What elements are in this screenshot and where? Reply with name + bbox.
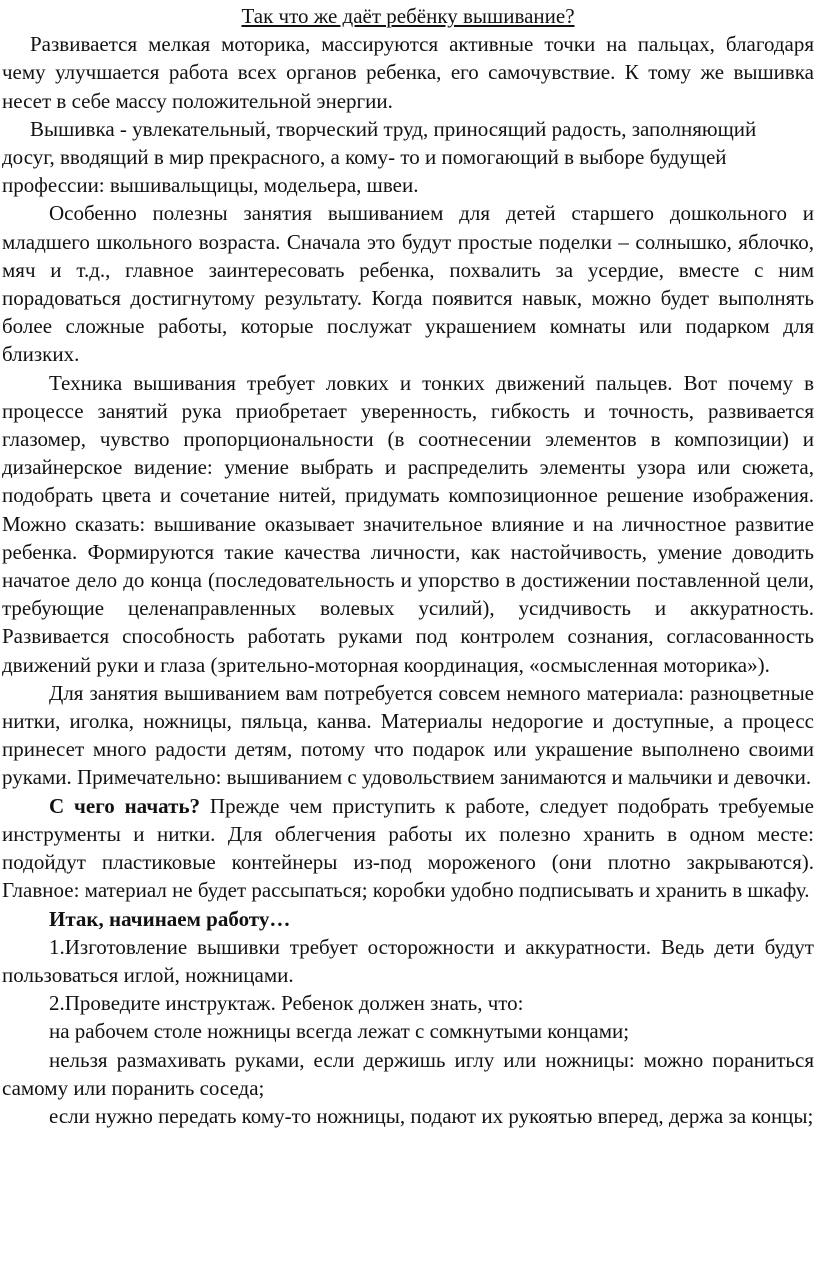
how-to-start-lead: С чего начать? [49, 793, 201, 818]
how-to-start-text: Прежде чем приступить к работе, следует подобрать требуемые инструменты и нитки. Для облегчения работы их полезно хранить в одном месте: подойдут пластиковые контейнеры из-под мороженого (они плотно закрываются). Главное: материал не будет рассыпаться; коробки удобно подписывать и хранить в шкафу. [2, 793, 814, 903]
paragraph-materials: Для занятия вышиванием вам потребуется совсем немного материала: разноцветные нитки, иголка, ножницы, пяльца, канва. Материалы недорогие и доступные, а процесс принесет много радости детям, потому что подарок или украшение выполнено своими руками. Примечательно: вышиванием с удовольствием занимаются и мальчики и девочки. [2, 680, 814, 790]
section-heading-start-work: Итак, начинаем работу… [49, 906, 291, 931]
paragraph-how-to-start [2, 792, 814, 905]
rule-pass-scissors: если нужно передать кому-то ножницы, подают их рукоятью вперед, держа за концы; [49, 1103, 814, 1128]
list-item-caution: 1.Изготовление вышивки требует осторожности и аккуратности. Ведь дети будут пользоваться иглой, ножницами. [2, 934, 814, 987]
list-item-briefing: 2.Проведите инструктаж. Ребенок должен знать, что: [49, 991, 524, 1016]
paragraph-embroidery-work: Вышивка - увлекательный, творческий труд, приносящий радость, заполняющий досуг, вводящий в мир прекрасного, а кому- то и помогающий в выборе будущей профессии: вышивальщицы, модельера, швеи. [2, 116, 757, 198]
paragraph-technique: Техника вышивания требует ловких и тонких движений пальцев. Вот почему в процессе занятий рука приобретает уверенность, гибкость и точность, развивается глазомер, чувство пропорциональности (в соотнесении элементов в композиции) и дизайнерское видение: умение выбрать и распределить элементы узора или сюжета, подобрать цвета и сочетание нитей, придумать композиционное решение изображения. Можно сказать: вышивание оказывает значительное влияние и на личностное развитие ребенка. Формируются такие качества личности, как настойчивость, умение доводить начатое дело до конца (последовательность и упорство в достижении поставленной цели, требующие целенаправленных волевых усилий), усидчивость и аккуратность. Развивается способность работать руками под контролем сознания, согласованность движений руки и глаза (зрительно-моторная координация, «осмысленная моторика»). [2, 370, 814, 677]
paragraph-fine-motor: Развивается мелкая моторика, массируются активные точки на пальцах, благодаря чему улучшается работа всех органов ребенка, его самочувствие. К тому же вышивка несет в себе массу положительной энергии. [2, 32, 814, 113]
rule-scissors-closed: на рабочем столе ножницы всегда лежат с сомкнутыми концами; [49, 1019, 630, 1044]
rule-no-waving: нельзя размахивать руками, если держишь иглу или ножницы: можно пораниться самому или поранить соседа; [2, 1047, 814, 1100]
paragraph-age-benefits: Особенно полезны занятия вышиванием для детей старшего дошкольного и младшего школьного возраста. Сначала это будут простые поделки – солнышко, яблочко, мяч и т.д., главное заинтересовать ребенка, похвалить за усердие, вместе с ним порадоваться достигнутому результату. Когда появится навык, можно будет выполнять более сложные работы, которые послужат украшением комнаты или подарком для близких. [2, 201, 814, 367]
document-title: Так что же даёт ребёнку вышивание? [241, 4, 575, 28]
